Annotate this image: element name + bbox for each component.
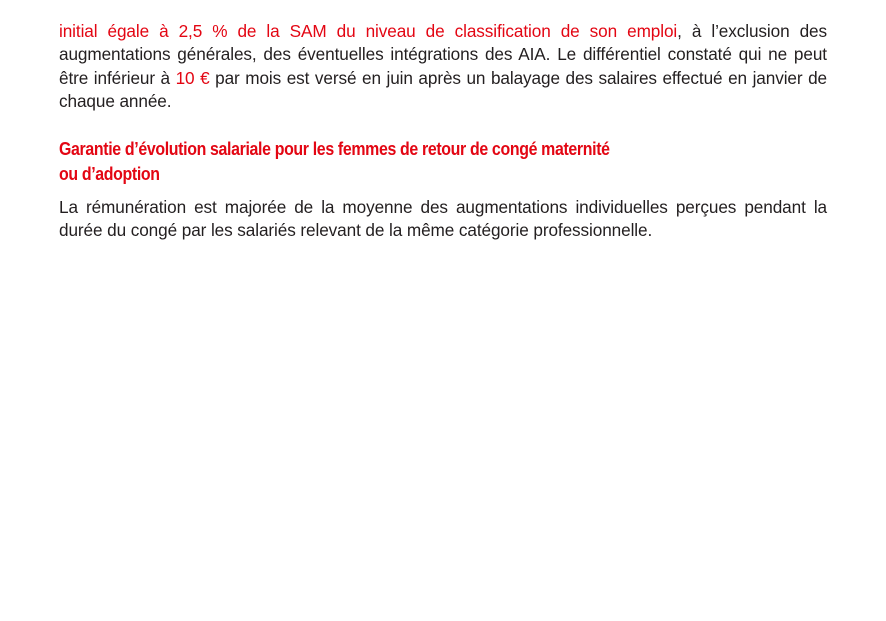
highlighted-amount: 10 € xyxy=(175,67,210,88)
section-heading-line-2: ou d’adoption xyxy=(59,162,160,184)
section-heading-line-1: Garantie d’évolution salariale pour les femmes de retour de congé maternité xyxy=(59,137,610,159)
body-paragraph-maternity-guarantee: La rémunération est majorée de la moyenne des augmentations individuelles perçues pendant la durée du congé par les salariés relevant de la même catégorie professionnelle. xyxy=(59,196,827,241)
body-paragraph-salary-increase xyxy=(59,20,827,114)
paragraph-text-segment: , à l’exclusion des augmentations générales, des éventuelles intégrations des AIA. Le différentiel constaté qui ne peut être inférieur à xyxy=(59,21,827,88)
highlighted-text-initial: initial égale à 2,5 % de la SAM du niveau de classification de son emploi xyxy=(59,21,678,41)
paragraph-text-segment-end: par mois est versé en juin après un balayage des salaires effectué en janvier de chaque année. xyxy=(59,67,827,112)
document-page xyxy=(59,20,827,242)
section-heading xyxy=(59,136,825,186)
